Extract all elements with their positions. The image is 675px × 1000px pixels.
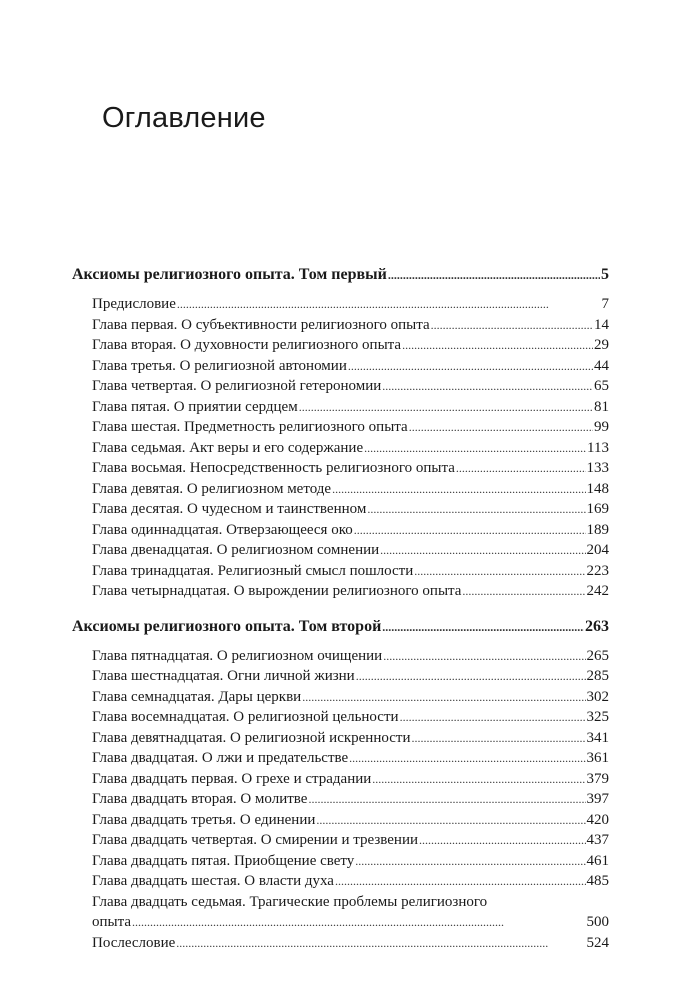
toc-entry-page: 148	[586, 480, 609, 497]
toc-entry[interactable]	[72, 892, 609, 933]
dot-leader	[411, 728, 585, 749]
toc-entry[interactable]	[72, 666, 609, 687]
toc-entry[interactable]	[72, 646, 609, 667]
dot-leader	[414, 561, 585, 582]
toc-entry-title: Глава двадцать четвертая. О смирении и трезвении	[92, 832, 419, 848]
dot-leader	[332, 479, 585, 500]
toc-entry-page: 420	[586, 811, 609, 828]
dot-leader	[400, 707, 586, 728]
dot-leader	[382, 616, 584, 638]
toc-entry-page: 437	[586, 832, 609, 848]
toc-entry-title: Глава десятая. О чудесном и таинственном	[92, 501, 367, 517]
toc-entry-page: 223	[586, 562, 609, 579]
toc-entry[interactable]	[72, 728, 609, 749]
dot-leader	[380, 540, 585, 561]
dot-leader	[356, 666, 586, 687]
toc-entry-page: 524	[586, 934, 609, 951]
toc-entry-page: 81	[594, 398, 609, 415]
dot-leader	[335, 871, 586, 892]
toc-entry-page: 485	[586, 873, 609, 889]
dot-leader	[382, 376, 593, 397]
toc-entry-title: Глава первая. О субъективности религиозного опыта	[92, 316, 430, 333]
toc-entry-title: Глава двадцать пятая. Приобщение свету	[92, 852, 355, 869]
toc-entry-page: 189	[586, 521, 609, 538]
toc-entry-title: Глава восьмая. Непосредственность религиозного опыта	[92, 460, 455, 476]
toc-entry-title: Глава девятнадцатая. О религиозной искренности	[92, 729, 411, 746]
toc-part-title: Аксиомы религиозного опыта. Том второй	[72, 617, 382, 635]
toc-entry-title: Глава шестая. Предметность религиозного опыта	[92, 419, 408, 435]
toc-entry-page: 500	[586, 914, 609, 930]
toc-entry-title: Глава двадцать третья. О единении	[92, 811, 316, 828]
dot-leader	[349, 748, 585, 769]
dot-leader	[348, 356, 593, 377]
toc-entry-page: 361	[586, 750, 609, 766]
dot-leader	[372, 769, 585, 790]
dot-leader	[383, 646, 585, 667]
toc-entry-title: Глава третья. О религиозной автономии	[92, 357, 347, 374]
toc-entry[interactable]	[72, 871, 609, 892]
toc-entry[interactable]	[72, 748, 609, 769]
toc-entry-title-line-2: опыта	[92, 914, 132, 930]
toc-entry[interactable]	[72, 335, 609, 356]
page-title: Оглавление	[102, 102, 266, 134]
toc-entry[interactable]	[72, 397, 609, 418]
toc-entry-title: Глава четвертая. О религиозной гетерономии	[92, 378, 382, 394]
toc-entry[interactable]	[72, 520, 609, 541]
dot-leader	[354, 520, 586, 541]
toc-entry[interactable]	[72, 458, 609, 479]
toc-entry-page: 341	[586, 729, 609, 746]
toc-entry-second-line	[92, 912, 609, 933]
toc-entry[interactable]	[72, 707, 609, 728]
toc-entry[interactable]	[72, 540, 609, 561]
dot-leader	[308, 789, 585, 810]
toc-entry-page: 113	[587, 439, 609, 456]
toc-entry[interactable]	[72, 499, 609, 520]
dot-leader	[431, 315, 593, 336]
toc-entry-page: 461	[586, 852, 609, 869]
toc-part-volume-2	[72, 616, 609, 954]
toc-entry-title: Глава пятнадцатая. О религиозном очищении	[92, 647, 383, 664]
toc-entry-title: Глава восемнадцатая. О религиозной цельности	[92, 709, 399, 725]
toc-entry-page: 302	[586, 688, 609, 705]
toc-entry[interactable]	[72, 561, 609, 582]
toc-entry-title: Глава двадцать первая. О грехе и страдании	[92, 770, 372, 787]
toc-part-title: Аксиомы религиозного опыта. Том первый	[72, 266, 387, 283]
toc-part-heading[interactable]	[72, 264, 609, 286]
toc-entry[interactable]	[72, 851, 609, 872]
toc-entry-title: Послесловие	[92, 934, 176, 951]
toc-entry-title-line-1: Глава двадцать седьмая. Трагические проблемы религиозного	[92, 893, 488, 910]
dot-leader	[462, 581, 585, 602]
toc-entry-title: Глава одиннадцатая. Отверзающееся око	[92, 521, 353, 538]
toc-entry[interactable]	[72, 789, 609, 810]
toc-part-heading[interactable]	[72, 616, 609, 638]
toc-entry-title: Глава двадцать вторая. О молитве	[92, 791, 308, 807]
toc-entry-page: 7	[601, 296, 609, 312]
toc-entry-title: Глава двадцатая. О лжи и предательстве	[92, 750, 349, 766]
toc-entry-page: 169	[586, 501, 609, 517]
dot-leader	[355, 851, 585, 872]
toc-entry[interactable]	[72, 294, 609, 315]
toc-entry-page: 242	[586, 583, 609, 599]
toc-entry-page: 397	[586, 791, 609, 807]
toc-entry[interactable]	[72, 479, 609, 500]
toc-entry-page: 99	[594, 419, 609, 435]
toc-entry-page: 265	[586, 647, 609, 664]
toc-entry-page: 65	[594, 378, 609, 394]
toc-entry-title: Глава двенадцатая. О религиозном сомнении	[92, 542, 380, 558]
toc-entry-title: Глава четырнадцатая. О вырождении религиозного опыта	[92, 583, 462, 599]
dot-leader	[316, 810, 585, 831]
toc-part-page: 5	[601, 266, 609, 283]
dot-leader	[402, 335, 593, 356]
toc-entry-page: 29	[594, 337, 609, 353]
toc-entry[interactable]	[72, 581, 609, 602]
toc-entry-title: Глава вторая. О духовности религиозного опыта	[92, 337, 402, 353]
toc-entry[interactable]	[72, 356, 609, 377]
toc-entry-title: Глава тринадцатая. Религиозный смысл пошлости	[92, 562, 414, 579]
dot-leader	[456, 458, 586, 479]
toc-entry-page: 379	[586, 770, 609, 787]
toc-entry-page: 204	[586, 542, 609, 558]
dot-leader	[177, 294, 601, 315]
toc-entry-title: Глава шестнадцатая. Огни личной жизни	[92, 668, 355, 684]
toc-entry[interactable]	[72, 315, 609, 336]
toc-part-page: 263	[585, 617, 609, 635]
dot-leader	[409, 417, 593, 438]
toc-entry-page: 44	[594, 357, 609, 374]
toc-entry[interactable]	[72, 769, 609, 790]
dot-leader	[388, 264, 600, 286]
toc-entry-title: Глава двадцать шестая. О власти духа	[92, 873, 334, 889]
toc-entry-page: 325	[586, 709, 609, 725]
toc-entry[interactable]	[72, 417, 609, 438]
dot-leader	[367, 499, 585, 520]
toc-entry-title: Глава пятая. О приятии сердцем	[92, 398, 298, 415]
dot-leader	[132, 912, 585, 933]
dot-leader	[299, 397, 593, 418]
toc-entry-title: Глава девятая. О религиозном методе	[92, 480, 332, 497]
table-of-contents	[72, 264, 609, 957]
dot-leader	[364, 438, 586, 459]
toc-entry[interactable]	[72, 830, 609, 851]
toc-entry[interactable]	[72, 376, 609, 397]
toc-entry-title: Глава седьмая. Акт веры и его содержание	[92, 439, 364, 456]
toc-entry[interactable]	[72, 933, 609, 954]
toc-entry-page: 285	[586, 668, 609, 684]
toc-entry-title: Предисловие	[92, 296, 176, 312]
toc-part-volume-1	[72, 264, 609, 602]
toc-entry-page: 133	[586, 460, 609, 476]
dot-leader	[176, 933, 585, 954]
toc-entry-title: Глава семнадцатая. Дары церкви	[92, 688, 302, 705]
toc-entry[interactable]	[72, 687, 609, 708]
toc-entry[interactable]	[72, 438, 609, 459]
toc-entry[interactable]	[72, 810, 609, 831]
dot-leader	[419, 830, 585, 851]
toc-entry-page: 14	[594, 316, 609, 333]
dot-leader	[302, 687, 585, 708]
